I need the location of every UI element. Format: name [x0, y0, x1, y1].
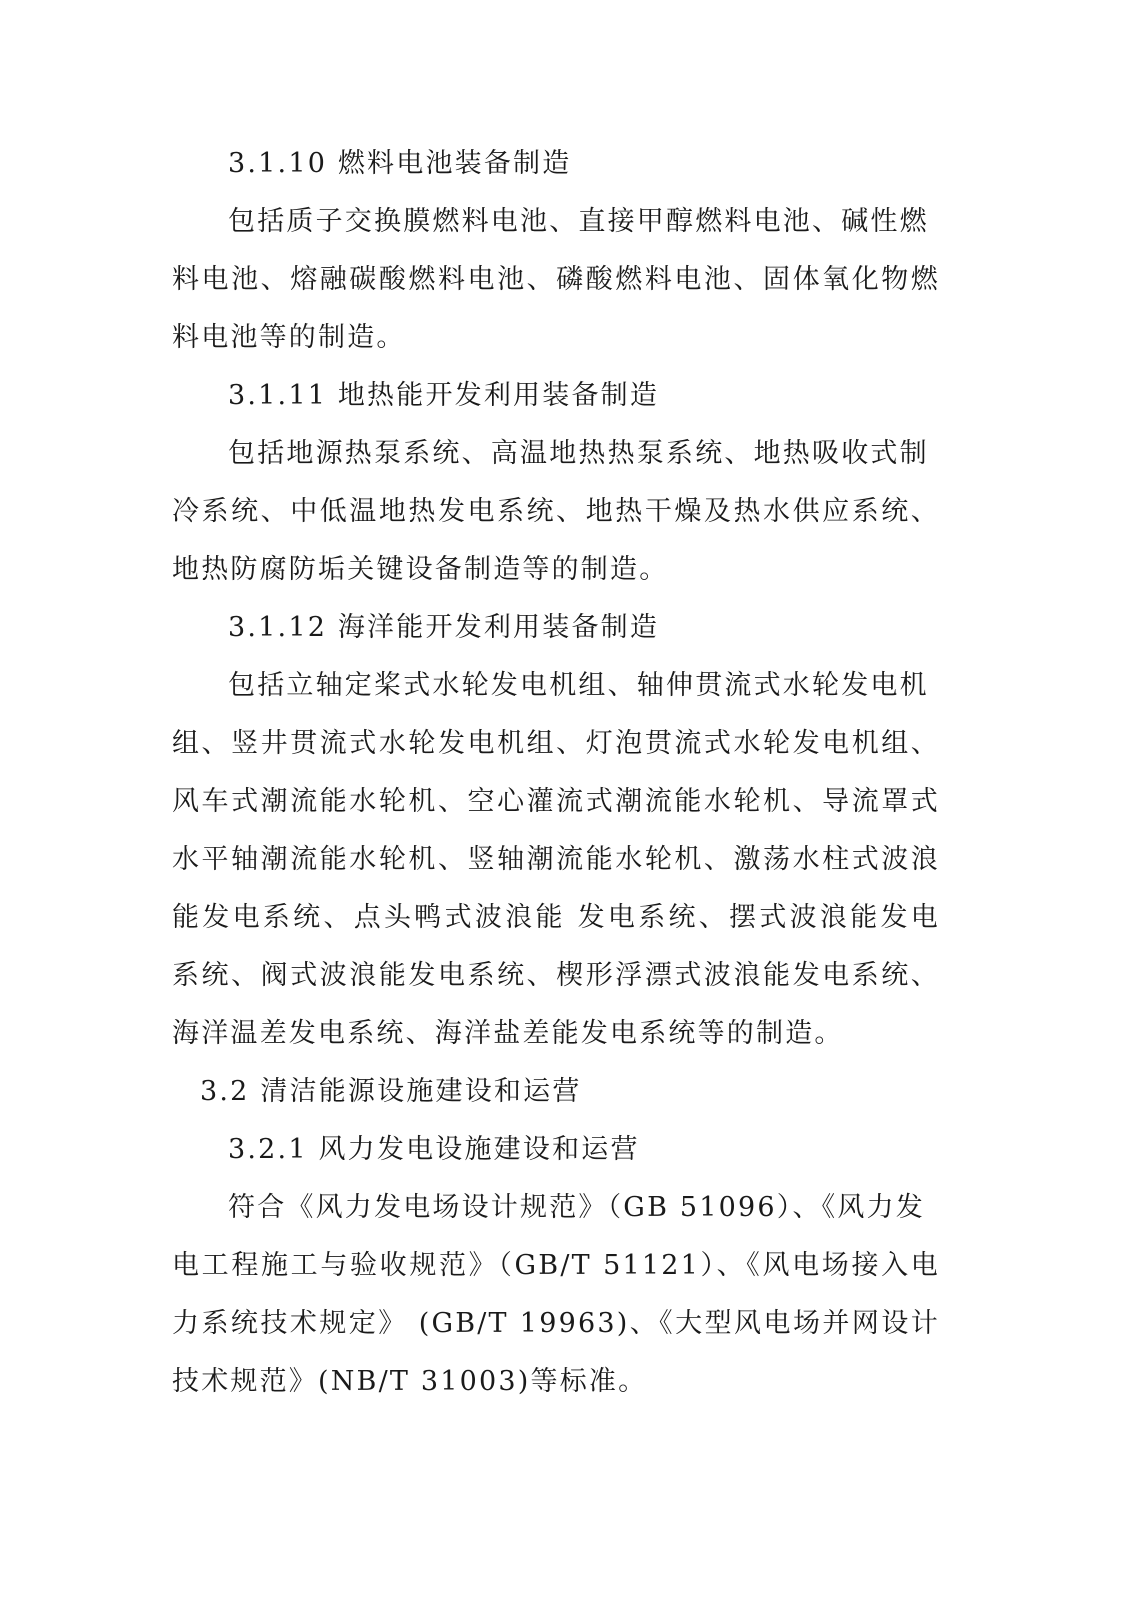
paragraph-line: 包括立轴定桨式水轮发电机组、轴伸贯流式水轮发电机 — [228, 670, 929, 701]
paragraph-line: 技术规范》(NB/T 31003)等标准。 — [172, 1366, 648, 1397]
heading-3-2: 3.2 清洁能源设施建设和运营 — [200, 1076, 582, 1107]
paragraph-line: 地热防腐防垢关键设备制造等的制造。 — [172, 554, 669, 585]
paragraph-line: 料电池、熔融碳酸燃料电池、磷酸燃料电池、固体氧化物燃 — [172, 264, 940, 295]
heading-3-1-10: 3.1.10 燃料电池装备制造 — [228, 148, 572, 179]
paragraph-line: 电工程施工与验收规范》（GB/T 51121）、《风电场接入电 — [172, 1250, 940, 1281]
paragraph-line: 包括质子交换膜燃料电池、直接甲醇燃料电池、碱性燃 — [228, 206, 929, 237]
paragraph-line: 风车式潮流能水轮机、空心灌流式潮流能水轮机、导流罩式 — [172, 786, 940, 817]
paragraph-line: 水平轴潮流能水轮机、竖轴潮流能水轮机、激荡水柱式波浪 — [172, 844, 940, 875]
paragraph-line: 符合《风力发电场设计规范》（GB 51096）、《风力发 — [228, 1192, 925, 1223]
heading-3-1-12: 3.1.12 海洋能开发利用装备制造 — [228, 612, 660, 643]
paragraph-line: 力系统技术规定》 (GB/T 19963)、《大型风电场并网设计 — [172, 1308, 940, 1339]
paragraph-line: 冷系统、中低温地热发电系统、地热干燥及热水供应系统、 — [172, 496, 940, 527]
paragraph-line: 包括地源热泵系统、高温地热热泵系统、地热吸收式制 — [228, 438, 929, 469]
paragraph-line: 组、竖井贯流式水轮发电机组、灯泡贯流式水轮发电机组、 — [172, 728, 940, 759]
heading-3-2-1: 3.2.1 风力发电设施建设和运营 — [228, 1134, 640, 1165]
heading-3-1-11: 3.1.11 地热能开发利用装备制造 — [228, 380, 660, 411]
paragraph-line: 海洋温差发电系统、海洋盐差能发电系统等的制造。 — [172, 1018, 844, 1049]
paragraph-line: 能发电系统、点头鸭式波浪能 发电系统、摆式波浪能发电 — [172, 902, 940, 933]
paragraph-line: 系统、阀式波浪能发电系统、楔形浮漂式波浪能发电系统、 — [172, 960, 940, 991]
paragraph-line: 料电池等的制造。 — [172, 322, 406, 353]
